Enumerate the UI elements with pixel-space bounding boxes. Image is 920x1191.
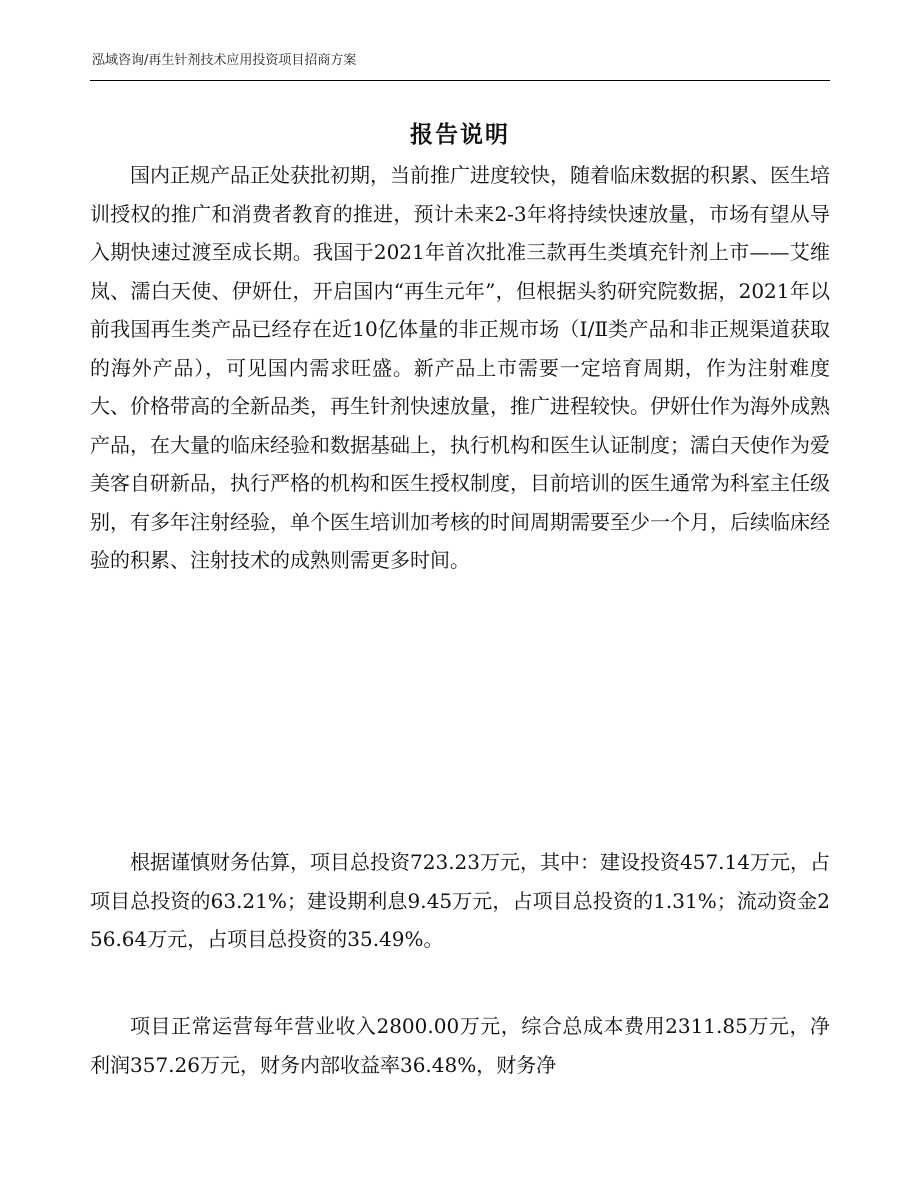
paragraph-investment: 根据谨慎财务估算，项目总投资723.23万元，其中：建设投资457.14万元，占项目总投资的63.21%；建设期利息9.45万元，占项目总投资的1.31%；流动资金256.64万元，占项目总投资的35.49%。 [90, 850, 830, 951]
page-header: 泓域咨询/再生针剂技术应用投资项目招商方案 [92, 53, 357, 68]
document-title: 报告说明 [410, 121, 510, 148]
header-divider [90, 80, 830, 81]
paragraph-market-overview: 国内正规产品正处获批初期，当前推广进度较快，随着临床数据的积累、医生培训授权的推广和消费者教育的推进，预计未来2-3年将持续快速放量，市场有望从导入期快速过渡至成长期。我国于2021年首次批准三款再生类填充针剂上市——艾维岚、濡白天使、伊妍仕，开启国内“再生元年”，但根据头豹研究院数据，2021年以前我国再生类产品已经存在近10亿体量的非正规市场（Ⅰ/Ⅱ类产品和非正规渠道获取的海外产品），可见国内需求旺盛。新产品上市需要一定培育周期，作为注射难度大、价格带高的全新品类，再生针剂快速放量，推广进程较快。伊妍仕作为海外成熟产品，在大量的临床经验和数据基础上，执行机构和医生认证制度；濡白天使作为爱美客自研新品，执行严格的机构和医生授权制度，目前培训的医生通常为科室主任级别，有多年注射经验，单个医生培训加考核的时间周期需要至少一个月，后续临床经验的积累、注射技术的成熟则需更多时间。 [90, 163, 830, 572]
paragraph-revenue: 项目正常运营每年营业收入2800.00万元，综合总成本费用2311.85万元，净利润357.26万元，财务内部收益率36.48%，财务净 [90, 1014, 830, 1077]
